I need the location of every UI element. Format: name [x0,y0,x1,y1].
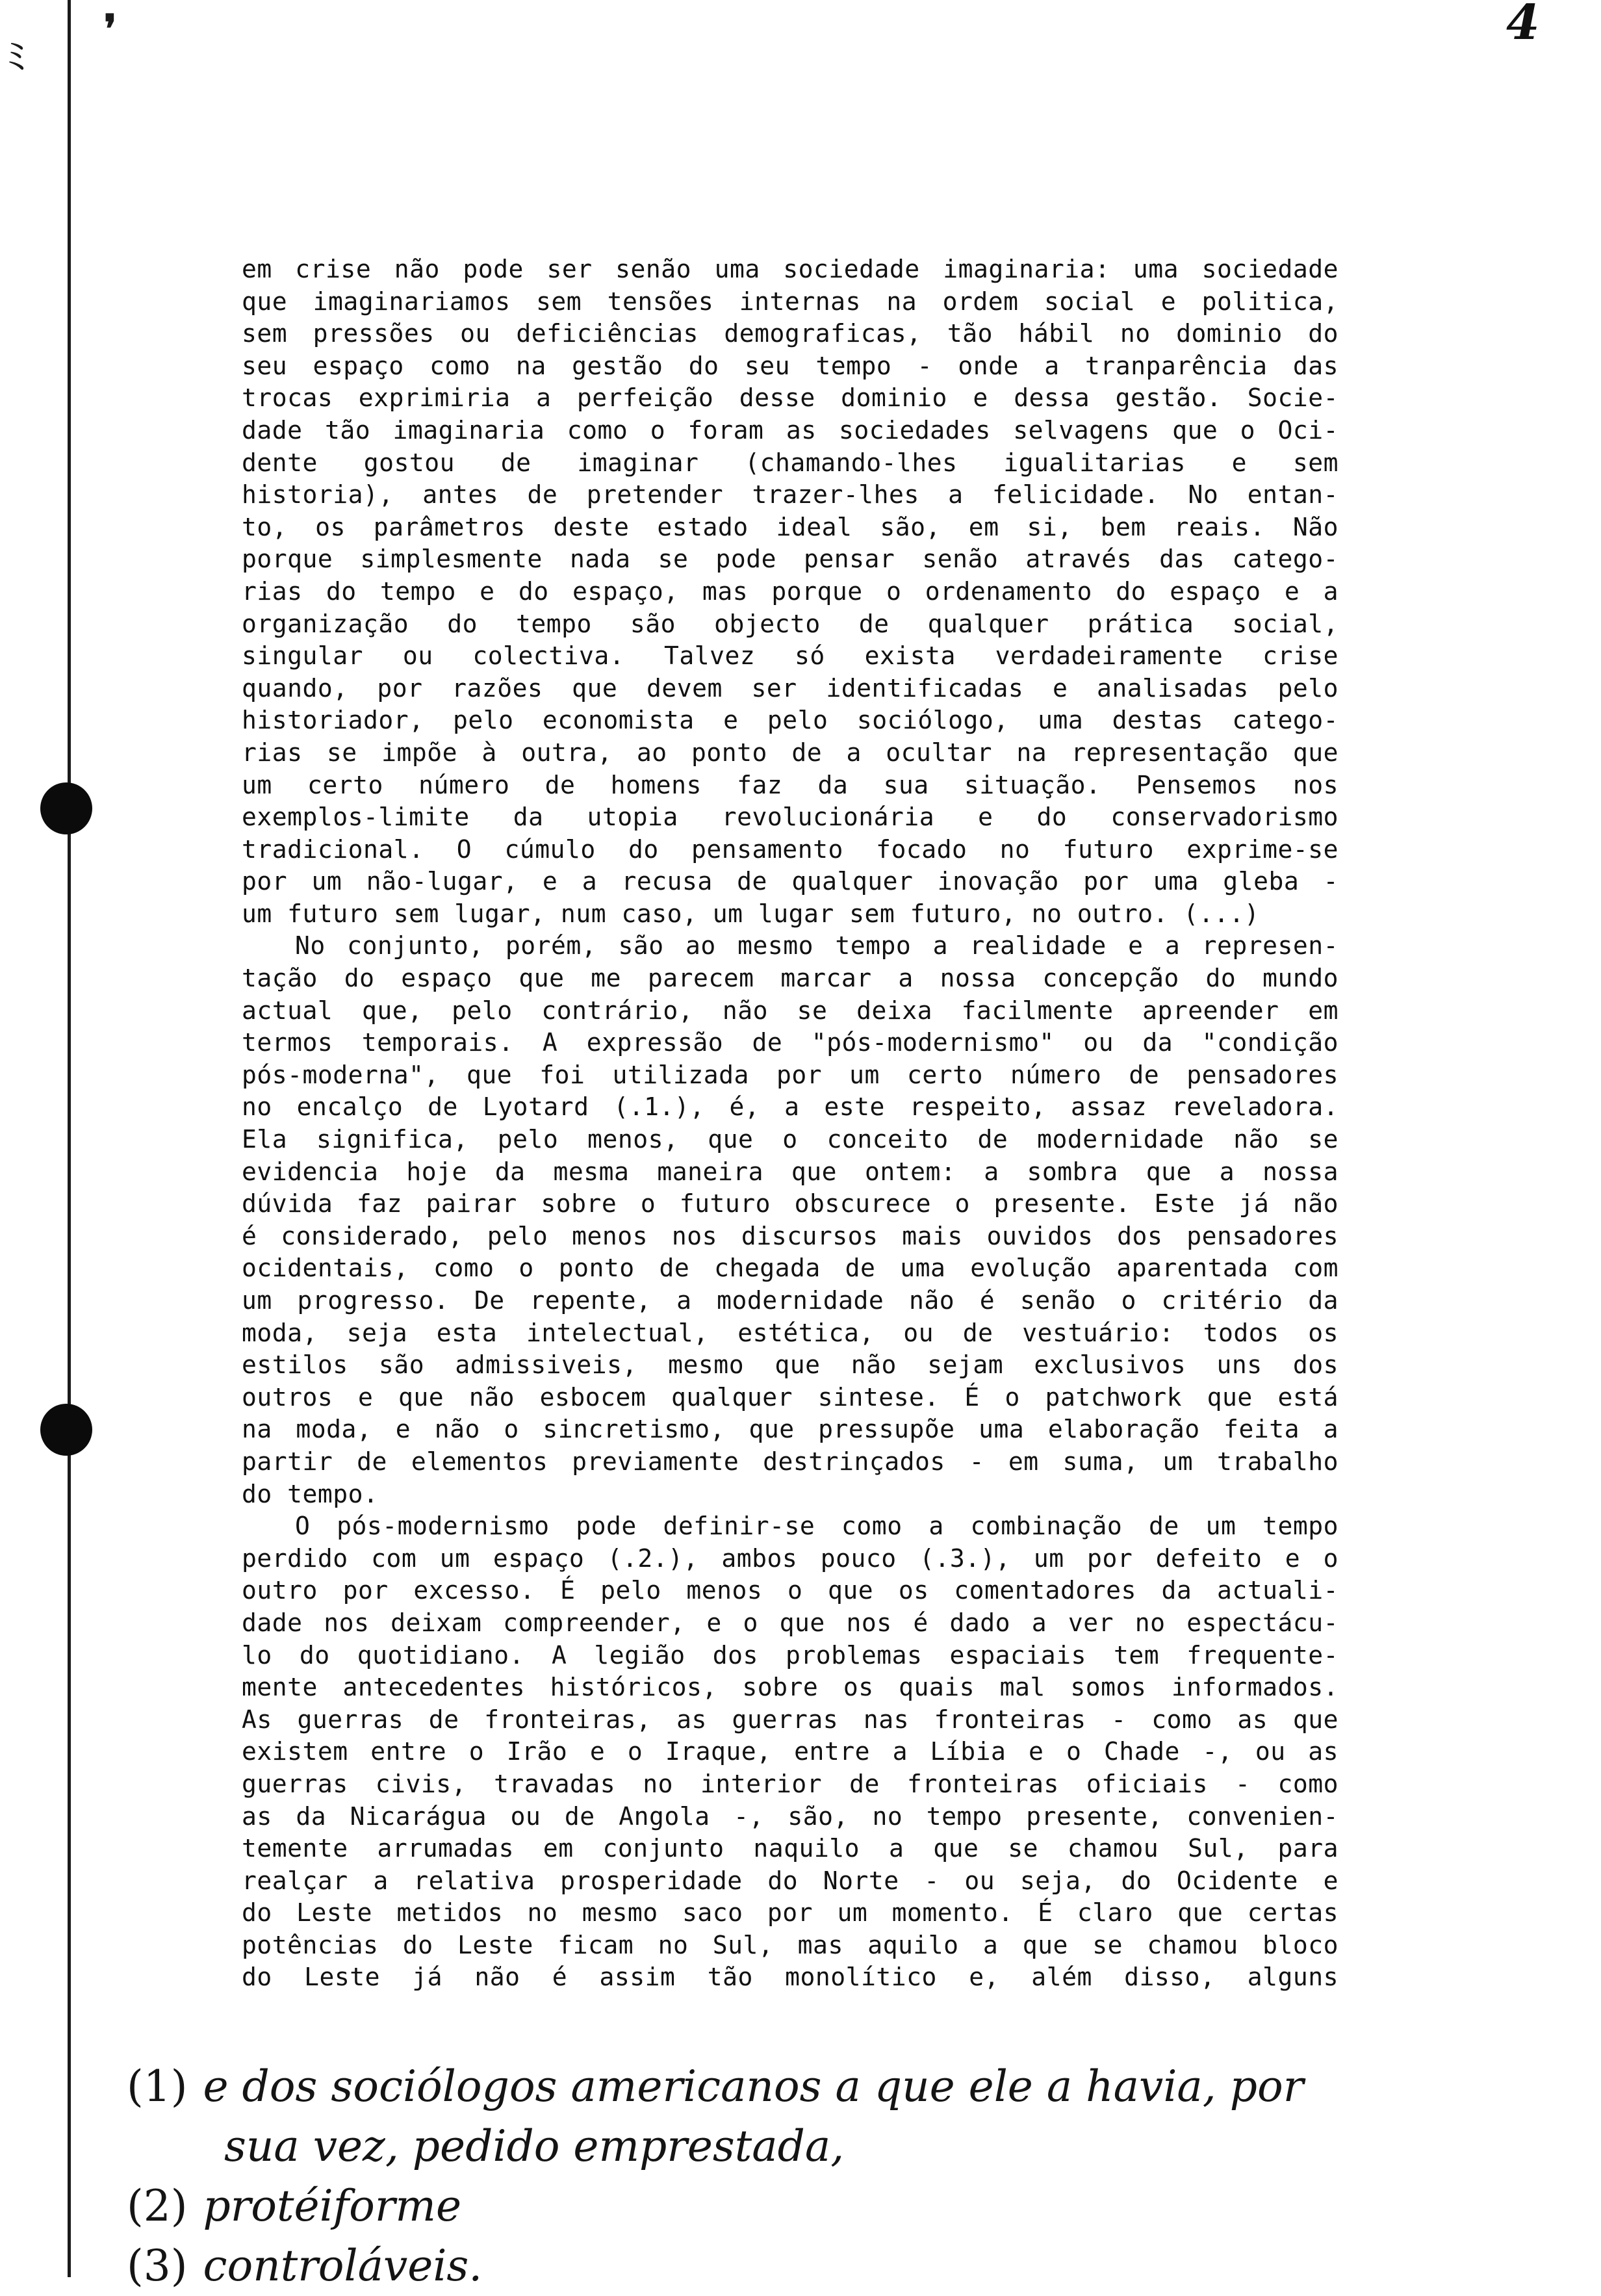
text-line: outro por excesso. É pelo menos o que os comentadores da actuali- [242,1576,1338,1605]
text-line: existem entre o Irão e o Iraque, entre a Líbia e o Chade -, ou as [242,1737,1338,1766]
binder-hole-upper [40,782,92,834]
text-line: do Leste já não é assim tão monolítico e, além disso, alguns [242,1963,1338,1992]
text-line: Ela significa, pelo menos, que o conceito de modernidade não se [242,1125,1338,1154]
text-line: mente antecedentes históricos, sobre os quais mal somos informados. [242,1673,1338,1702]
footnote-line [127,2176,1491,2236]
text-line: No conjunto, porém, são ao mesmo tempo a realidade e a represen- [295,931,1338,961]
margin-rule [68,0,71,2277]
text-line: historia), antes de pretender trazer-lhes a felicidade. No entan- [242,480,1338,510]
text-line: tradicional. O cúmulo do pensamento focado no futuro exprime-se [242,834,1338,864]
text-line: ocidentais, como o ponto de chegada de uma evolução aparentada com [242,1254,1338,1283]
text-line: realçar a relativa prosperidade do Norte - ou seja, do Ocidente e [242,1866,1338,1895]
footnote-text: e dos sociólogos americanos a que ele a havia, por [203,2061,1304,2111]
text-line: rias se impõe à outra, ao ponto de a ocultar na representação que [242,738,1338,767]
corner-mark-dot: ❜ [104,6,117,52]
text-line: é considerado, pelo menos nos discursos mais ouvidos dos pensadores [242,1221,1338,1250]
text-line: actual que, pelo contrário, não se deixa facilmente apreender em [242,996,1338,1025]
text-line: organização do tempo são objecto de qualquer prática social, [242,609,1338,638]
footnote-text: protéiforme [203,2181,462,2231]
text-line: singular ou colectiva. Talvez só exista verdadeiramente crise [242,641,1338,671]
text-line: exemplos-limite da utopia revolucionária e do conservadorismo [242,803,1338,832]
text-line: em crise não pode ser senão uma sociedade imaginaria: uma sociedade [242,255,1338,283]
text-line: um progresso. De repente, a modernidade não é senão o critério da [242,1286,1338,1315]
text-line: seu espaço como na gestão do seu tempo - onde a tranparência das [242,351,1338,380]
text-line: que imaginariamos sem tensões internas na ordem social e politica, [242,287,1338,316]
text-line: tação do espaço que me parecem marcar a nossa concepção do mundo [242,964,1338,993]
footnote-number: (3) [127,2241,188,2291]
footnote-line [127,2236,1491,2296]
text-line: sem pressões ou deficiências demograficas, tão hábil no dominio do [242,319,1338,348]
corner-mark-left: ﾐ [6,34,26,80]
text-line: evidencia hoje da mesma maneira que ontem: a sombra que a nossa [242,1157,1338,1186]
typed-body-text [242,253,1338,1994]
text-line: dúvida faz pairar sobre o futuro obscurece o presente. Este já não [242,1189,1338,1219]
text-line: O pós-modernismo pode definir-se como a combinação de um tempo [295,1512,1338,1541]
text-line: guerras civis, travadas no interior de fronteiras oficiais - como [242,1769,1338,1798]
text-line: do tempo. [242,1479,379,1508]
text-line: porque simplesmente nada se pode pensar senão através das catego- [242,545,1338,574]
text-line: no encalço de Lyotard (.1.), é, a este respeito, assaz reveladora. [242,1092,1338,1122]
text-line: historiador, pelo economista e pelo sociólogo, uma destas catego- [242,706,1338,735]
text-line: do Leste metidos no mesmo saco por um momento. É claro que certas [242,1898,1338,1928]
text-line: lo do quotidiano. A legião dos problemas espaciais tem frequente- [242,1640,1338,1670]
text-line: temente arrumadas em conjunto naquilo a que se chamou Sul, para [242,1834,1338,1863]
text-line: rias do tempo e do espaço, mas porque o ordenamento do espaço e a [242,576,1338,606]
footnote-text: controláveis. [203,2241,483,2291]
footnote-text: sua vez, pedido emprestada, [224,2121,845,2171]
binder-hole-lower [40,1404,92,1456]
text-line: As guerras de fronteiras, as guerras nas fronteiras - como as que [242,1705,1338,1734]
text-line: dente gostou de imaginar (chamando-lhes igualitarias e sem [242,448,1338,477]
text-line: um futuro sem lugar, num caso, um lugar sem futuro, no outro. (...) [242,899,1260,928]
text-line: moda, seja esta intelectual, estética, ou de vestuário: todos os [242,1318,1338,1347]
text-line: dade nos deixam compreender, e o que nos é dado a ver no espectácu- [242,1608,1338,1637]
text-line: termos temporais. A expressão de "pós-modernismo" ou da "condição [242,1028,1338,1057]
footnote-number: (2) [127,2181,188,2231]
footnote-line [127,2057,1491,2117]
text-line: to, os parâmetros deste estado ideal são, em si, bem reais. Não [242,512,1338,541]
text-line: por um não-lugar, e a recusa de qualquer inovação por uma gleba - [242,867,1338,896]
text-line: outros e que não esbocem qualquer sintese. É o patchwork que está [242,1382,1338,1412]
footnote-number: (1) [127,2061,188,2111]
text-line: potências do Leste ficam no Sul, mas aquilo a que se chamou bloco [242,1930,1338,1959]
text-line: pós-moderna", que foi utilizada por um certo número de pensadores [242,1060,1338,1089]
footnote-line [127,2117,1491,2176]
text-line: dade tão imaginaria como o foram as sociedades selvagens que o Oci- [242,415,1338,445]
text-line: partir de elementos previamente destrinçados - em suma, um trabalho [242,1447,1338,1476]
text-line: na moda, e não o sincretismo, que pressupõe uma elaboração feita a [242,1415,1338,1444]
text-line: quando, por razões que devem ser identificadas e analisadas pelo [242,673,1338,703]
text-line: perdido com um espaço (.2.), ambos pouco (.3.), um por defeito e o [242,1543,1338,1573]
handwritten-footnotes [127,2057,1491,2296]
text-line: as da Nicarágua ou de Angola -, são, no tempo presente, convenien- [242,1801,1338,1831]
text-line: trocas exprimiria a perfeição desse dominio e dessa gestão. Socie- [242,383,1338,413]
text-line: um certo número de homens faz da sua situação. Pensemos nos [242,770,1338,799]
text-line: estilos são admissiveis, mesmo que não sejam exclusivos uns dos [242,1350,1338,1380]
page-number: 4 [1506,0,1540,51]
